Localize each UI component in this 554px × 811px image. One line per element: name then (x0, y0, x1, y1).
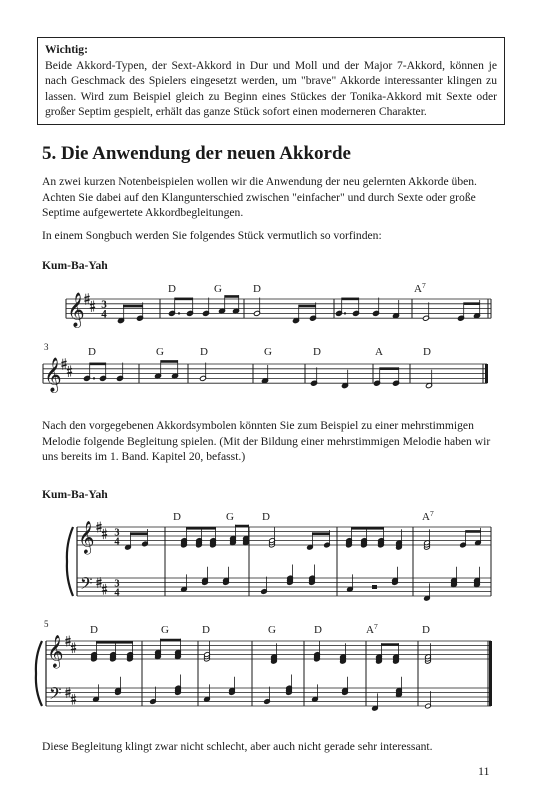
example2-chord-label (226, 511, 234, 523)
note (253, 298, 260, 317)
note (352, 298, 359, 317)
example2-chord-label (173, 511, 181, 523)
example1-time-signature (101, 299, 107, 321)
treble-clef: 𝄞 (67, 292, 85, 328)
time-signature-top: 3 (114, 527, 120, 539)
note (424, 583, 431, 601)
chord (361, 527, 368, 548)
chord-letter: G (214, 283, 222, 295)
time-signature-top: 3 (101, 299, 107, 312)
example2-measure-number: 5 (44, 619, 49, 629)
example2-notation (36, 509, 492, 711)
chord (223, 567, 230, 586)
sharp-sign (90, 300, 95, 312)
chord-letter: G (264, 346, 272, 358)
note (422, 302, 429, 321)
chord (204, 641, 211, 662)
beam (235, 525, 249, 528)
chord (396, 677, 403, 698)
chord (115, 677, 122, 696)
bass-clef: 𝄢 (49, 683, 62, 707)
beam (225, 295, 239, 298)
chord-letter: A (366, 624, 374, 636)
intro-paragraph: An zwei kurzen Notenbeispielen wollen wir die Anwendung der neu gelernten Akkorde üben. Achten Sie dabei auf den Klangunterschied zwischen "einfacher" und durch Sexte oder große Septime aufgewertete Akkordbegleitungen. (42, 175, 477, 219)
note (372, 693, 379, 711)
note (264, 687, 271, 705)
chord (110, 641, 117, 662)
sharp-sign (102, 584, 107, 595)
example1-notation (43, 281, 491, 394)
note (373, 367, 380, 386)
example2-chord-label (314, 624, 322, 636)
note (261, 577, 268, 595)
augmentation-dot (344, 312, 346, 314)
note (202, 298, 209, 317)
note (218, 295, 225, 314)
example2-title: Kum-Ba-Yah (42, 488, 108, 501)
note-body: Beide Akkord-Typen, der Sext-Akkord in Dur und Moll und der Major 7-Akkord, können je nach Geschmack des Spielers eingesetzt werden, um "brave" Akkorde interessanter klingen zu lassen. Wird zum Beispiel gleich zu Beginn eines Stückes der Tonika-Akkord mit Sexte oder großer Septim gespielt, erhält das ganze Stück sofort einen moderneren Charakter. (45, 58, 497, 118)
rest (372, 585, 377, 589)
note (425, 370, 432, 389)
example1-chord-label (264, 346, 272, 358)
chord-letter: D (88, 346, 96, 358)
example1-chord-label (375, 346, 383, 358)
note (460, 530, 467, 548)
example1-chord-label (88, 346, 96, 358)
time-signature-bottom: 4 (101, 308, 107, 321)
beam (380, 367, 399, 370)
example2-chord-label (422, 624, 430, 636)
beam (351, 527, 384, 530)
note (312, 684, 319, 702)
note (292, 305, 299, 324)
beam (96, 641, 133, 644)
chord-letter: D (200, 346, 208, 358)
example2-chord-label (161, 624, 169, 636)
sharp-sign (67, 365, 72, 377)
sharp-sign (102, 528, 107, 539)
note (117, 305, 124, 324)
example1-measure-number: 3 (44, 342, 49, 352)
beam (161, 360, 178, 363)
example1-chord-label (200, 346, 208, 358)
chord-letter: G (161, 624, 169, 636)
brace (67, 527, 73, 596)
note (372, 298, 379, 317)
chord (230, 525, 237, 546)
treble-clef: 𝄞 (78, 520, 95, 554)
chord (392, 567, 399, 586)
chord-extension: 7 (422, 281, 426, 290)
chord (340, 643, 347, 664)
note (392, 300, 399, 319)
augmentation-dot (93, 377, 95, 379)
chord (202, 567, 209, 586)
note (150, 687, 157, 705)
final-barline (485, 364, 488, 383)
note (171, 360, 178, 379)
chord (210, 527, 217, 548)
chord-letter: A (422, 511, 430, 523)
chord (376, 643, 383, 664)
chord (175, 675, 182, 696)
chord (286, 675, 293, 696)
example2-chord-label (366, 622, 378, 636)
chord (269, 527, 276, 548)
beam (186, 527, 216, 530)
note (335, 298, 342, 317)
example2-chord-label (262, 511, 270, 523)
beam (123, 305, 143, 308)
chord (229, 677, 236, 696)
example1-title: Kum-Ba-Yah (42, 259, 108, 272)
note (125, 532, 132, 550)
note (307, 532, 314, 550)
chord-extension: 7 (430, 509, 434, 518)
note (232, 295, 239, 314)
chord (271, 643, 278, 664)
brace (36, 641, 42, 706)
chord (181, 527, 188, 548)
chord-letter: D (168, 283, 176, 295)
treble-clef: 𝄞 (47, 634, 64, 668)
chord (243, 525, 250, 546)
beam (342, 298, 359, 301)
chord-letter: A (375, 346, 383, 358)
note (154, 360, 161, 379)
chord (451, 567, 458, 588)
example2-chord-label (268, 624, 276, 636)
note (99, 363, 106, 382)
chord (346, 527, 353, 548)
example1-staff-1 (66, 299, 491, 318)
sharp-sign (71, 642, 76, 653)
time-signature-bottom: 4 (114, 536, 120, 548)
chord-letter: D (423, 346, 431, 358)
chord-letter: D (262, 511, 270, 523)
note (310, 367, 317, 386)
chord-letter: A (414, 283, 422, 295)
example1-chord-label (156, 346, 164, 358)
chord-letter: D (313, 346, 321, 358)
chord (396, 529, 403, 550)
example2-time-signature-treble (114, 528, 119, 548)
section-heading: 5. Die Anwendung der neuen Akkorde (42, 143, 351, 164)
beam (381, 643, 399, 646)
example2-system-1-bass-staff (77, 578, 491, 596)
note (347, 574, 354, 592)
chord-letter: D (422, 624, 430, 636)
beam (312, 532, 330, 535)
time-signature-top: 3 (114, 578, 120, 590)
note (93, 684, 100, 702)
after-example-paragraph: Nach den vorgegebenen Akkordsymbolen könnten Sie zum Beispiel zu einer mehrstimmigen Melodie folgende Begleitung spielen. (Mit der Bildung einer mehrstimmigen Melodie haben wir uns bereits im 1. Band. Kapitel 20, befasst.) (42, 419, 491, 463)
chord-letter: G (156, 346, 164, 358)
example2-time-signature-bass (114, 579, 119, 599)
songbook-paragraph: In einem Songbuch werden Sie folgendes Stück vermutlich so vorfinden: (42, 229, 382, 242)
chord (314, 641, 321, 662)
chord-letter: G (268, 624, 276, 636)
chord (424, 529, 431, 550)
beam (299, 305, 316, 308)
note-title: Wichtig: (45, 43, 88, 56)
chord (474, 567, 481, 588)
chord (91, 641, 98, 662)
note (425, 691, 432, 709)
chord (155, 639, 162, 660)
final-barline (489, 641, 492, 706)
chord (393, 643, 400, 664)
chord (175, 639, 182, 660)
chord (342, 677, 349, 696)
note (341, 370, 348, 389)
note (168, 298, 175, 317)
example1-chord-label (253, 283, 261, 295)
example1-chord-label (313, 346, 321, 358)
note (204, 684, 211, 702)
note (83, 363, 90, 382)
page-number: 11 (478, 764, 490, 778)
chord (287, 565, 294, 586)
beam (130, 532, 148, 535)
beam (160, 639, 181, 642)
beam (466, 530, 481, 533)
chord (378, 527, 385, 548)
chord-extension: 7 (374, 622, 378, 631)
chord-letter: G (226, 511, 234, 523)
augmentation-dot (178, 312, 180, 314)
note (181, 574, 188, 592)
chord-letter: D (90, 624, 98, 636)
example1-chord-label (423, 346, 431, 358)
chord-letter: D (202, 624, 210, 636)
chord (196, 527, 203, 548)
example1-chord-label (214, 283, 222, 295)
treble-clef: 𝄞 (44, 357, 62, 393)
example1-chord-label (168, 283, 176, 295)
beam (464, 302, 480, 305)
note (199, 363, 206, 382)
example1-chord-label (414, 281, 426, 295)
note (261, 365, 268, 384)
chord (127, 641, 134, 662)
note (457, 302, 464, 321)
chord (425, 643, 432, 664)
example2-chord-label (422, 509, 434, 523)
example2-chord-label (202, 624, 210, 636)
note (186, 298, 193, 317)
beam (175, 298, 193, 301)
closing-paragraph: Diese Begleitung klingt zwar nicht schlecht, aber auch nicht gerade sehr interessant. (42, 740, 433, 753)
chord-letter: D (253, 283, 261, 295)
time-signature-bottom: 4 (114, 587, 120, 599)
note (392, 367, 399, 386)
bass-clef: 𝄢 (80, 573, 93, 597)
chord-letter: D (314, 624, 322, 636)
note (116, 363, 123, 382)
example2-chord-label (90, 624, 98, 636)
chord (309, 565, 316, 586)
beam (90, 363, 106, 366)
chord-letter: D (173, 511, 181, 523)
sharp-sign (71, 694, 76, 705)
